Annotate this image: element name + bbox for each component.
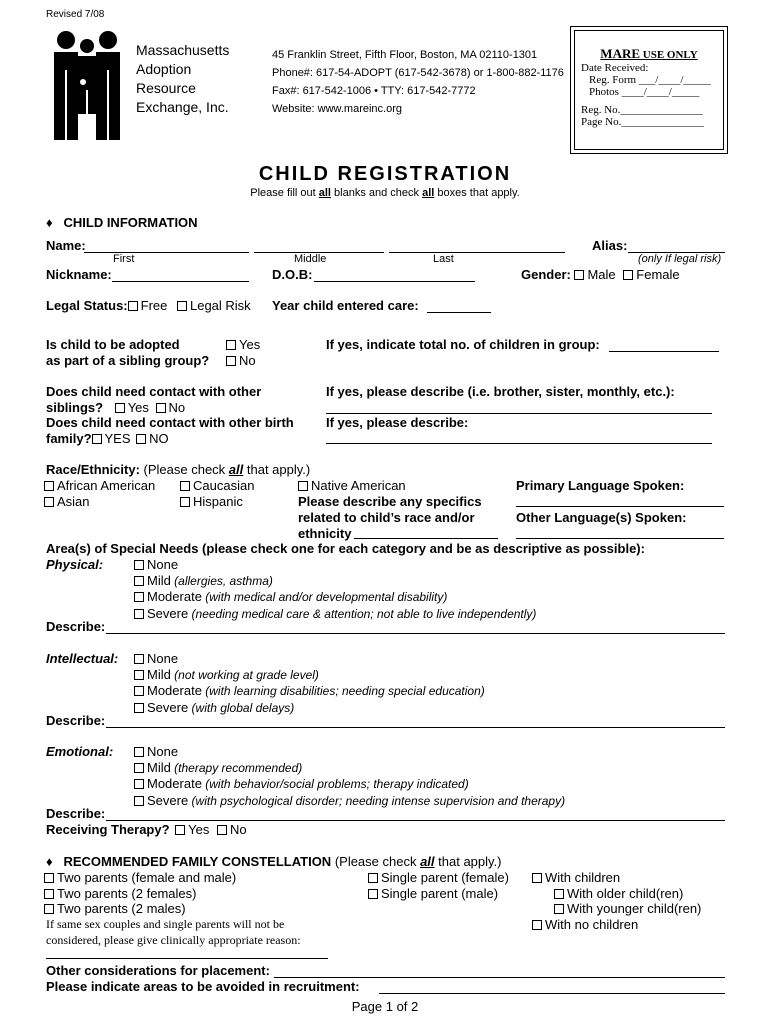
emotional-label: Emotional: [46, 744, 114, 759]
instructions-text: Please fill out [250, 187, 319, 199]
emotional-options [134, 744, 565, 809]
mare-logo-icon [52, 30, 124, 142]
intellectual-severe-note: (with global delays) [188, 700, 295, 715]
therapy-no-label: No [230, 822, 247, 837]
family-col3 [532, 870, 701, 932]
emotional-severe-note: (with psychological disorder; needing intense supervision and therapy) [188, 793, 566, 808]
physical-mild-label: Mild [147, 572, 171, 588]
office-use-title [575, 46, 723, 62]
emotional-none-checkbox[interactable] [134, 747, 144, 757]
office-use-title-rest: USE ONLY [640, 49, 698, 61]
race-heading [46, 462, 310, 477]
legal-risk-checkbox[interactable] [177, 301, 187, 311]
emotional-mild-label: Mild [147, 759, 171, 775]
nickname-field[interactable] [112, 281, 249, 282]
physical-describe-field[interactable] [106, 633, 725, 634]
therapy-group [46, 822, 247, 837]
race-describe-field[interactable] [354, 538, 498, 539]
org-name-line: Massachusetts [136, 42, 230, 58]
dob-label: D.O.B: [272, 267, 313, 282]
other-language-label: Other Language(s) Spoken: [516, 510, 687, 525]
race-native-american-label: Native American [311, 478, 406, 493]
intellectual-none-label: None [147, 651, 179, 666]
legal-free-label: Free [140, 298, 168, 313]
gender-female-checkbox[interactable] [623, 270, 633, 280]
sibling-group-q2: as part of a sibling group? [46, 353, 210, 368]
primary-language-field[interactable] [516, 506, 724, 507]
instructions-all: all [318, 187, 331, 199]
older-children-checkbox[interactable] [554, 889, 564, 899]
contact-family-no-label: NO [149, 431, 169, 446]
org-contact [272, 46, 564, 118]
areas-avoided-field[interactable] [379, 993, 725, 994]
gender-label: Gender: [521, 267, 571, 282]
physical-severe-note: (needing medical care & attention; not able to live independently) [188, 606, 537, 621]
race-caucasian-checkbox[interactable] [180, 481, 190, 491]
race-african-american-label: African American [57, 478, 156, 493]
org-fax: Fax#: 617-542-1006 • TTY: 617-542-7772 [272, 85, 476, 97]
race-note: (Please check [139, 462, 229, 477]
first-caption: First [113, 253, 135, 265]
race-label: Race/Ethnicity: [46, 462, 140, 477]
sibling-group-q1: Is child to be adopted [46, 337, 180, 352]
contact-siblings-describe-label: If yes, please describe (i.e. brother, sister, monthly, etc.): [326, 384, 675, 399]
intellectual-mild-checkbox[interactable] [134, 670, 144, 680]
sibling-group-yes-label: Yes [239, 337, 261, 352]
intellectual-mild-note: (not working at grade level) [170, 667, 319, 682]
race-asian-label: Asian [57, 494, 90, 509]
areas-avoided-label: Please indicate areas to be avoided in recruitment: [46, 979, 360, 994]
diamond-bullet-icon: ♦ [46, 215, 53, 230]
emotional-none-label: None [147, 744, 179, 759]
contact-family-describe-field[interactable] [326, 443, 712, 444]
single-parent-f-checkbox[interactable] [368, 873, 378, 883]
contact-family-question [46, 415, 294, 447]
legal-risk-label: Legal Risk [189, 298, 251, 313]
race-asian-checkbox[interactable] [44, 497, 54, 507]
intellectual-mild-label: Mild [147, 666, 171, 682]
org-website: Website: www.mareinc.org [272, 103, 403, 115]
org-name-line: Exchange, Inc. [136, 99, 229, 115]
emotional-moderate-note: (with behavior/social problems; therapy indicated) [201, 777, 469, 791]
single-parent-m-label: Single parent (male) [381, 885, 499, 901]
org-phone: Phone#: 617-54-ADOPT (617-542-3678) or 1-800-882-1176 [272, 67, 564, 79]
intellectual-label: Intellectual: [46, 651, 119, 666]
contact-family-yes-checkbox[interactable] [92, 434, 102, 444]
dob-field[interactable] [314, 281, 475, 282]
instructions-text: boxes that apply. [434, 187, 520, 199]
alias-label: Alias: [592, 238, 628, 253]
legal-free-checkbox[interactable] [128, 301, 138, 311]
single-parent-m-checkbox[interactable] [368, 889, 378, 899]
org-name [136, 41, 229, 117]
contact-siblings-yes-label: Yes [127, 400, 149, 415]
middle-caption: Middle [294, 253, 327, 265]
physical-severe-label: Severe [147, 605, 189, 621]
diamond-bullet-icon: ♦ [46, 854, 53, 869]
first-name-field[interactable] [84, 252, 249, 253]
therapy-yes-checkbox[interactable] [175, 825, 185, 835]
sibling-group-options [226, 337, 260, 369]
contact-siblings-q1: Does child need contact with other [46, 384, 262, 399]
therapy-yes-label: Yes [188, 822, 210, 837]
physical-mild-checkbox[interactable] [134, 576, 144, 586]
no-children-label: With no children [545, 916, 639, 932]
same-sex-note [46, 916, 301, 948]
sibling-group-no-label: No [239, 353, 256, 368]
two-parents-m-checkbox[interactable] [44, 904, 54, 914]
race-describe-line: ethnicity [298, 526, 352, 541]
emotional-mild-checkbox[interactable] [134, 763, 144, 773]
physical-none-label: None [147, 557, 179, 572]
page-title: CHILD REGISTRATION [258, 163, 512, 185]
office-use-inner [574, 30, 724, 150]
gender-female-label: Female [636, 267, 680, 282]
other-considerations-label: Other considerations for placement: [46, 963, 270, 978]
contact-family-q2: family? [46, 431, 92, 446]
emotional-describe-label: Describe: [46, 806, 106, 821]
single-parent-f-label: Single parent (female) [381, 870, 509, 885]
date-received-label: Date Received: [581, 62, 649, 74]
year-entered-field[interactable] [427, 312, 491, 313]
gender-male-label: Male [587, 267, 616, 282]
older-children-label: With older child(ren) [567, 885, 684, 901]
race-col2 [180, 478, 254, 510]
other-language-field[interactable] [516, 538, 724, 539]
sibling-count-label: If yes, indicate total no. of children in group: [326, 337, 600, 352]
physical-options [134, 557, 536, 622]
with-children-checkbox[interactable] [532, 873, 542, 883]
section-child-information [46, 215, 198, 230]
contact-family-yes-label: YES [104, 431, 131, 446]
photos-field[interactable]: Photos ____/____/_____ [589, 86, 700, 98]
same-sex-note-line: considered, please give clinically appropriate reason: [46, 933, 301, 947]
physical-label: Physical: [46, 557, 104, 572]
contact-family-describe-label: If yes, please describe: [326, 415, 469, 430]
race-native-american-checkbox[interactable] [298, 481, 308, 491]
contact-family-no-checkbox[interactable] [136, 434, 146, 444]
reg-form-field[interactable]: Reg. Form ___/____/_____ [589, 74, 711, 86]
family-col1 [44, 870, 236, 917]
intellectual-severe-checkbox[interactable] [134, 703, 144, 713]
emotional-severe-label: Severe [147, 792, 189, 808]
intellectual-options [134, 651, 485, 716]
org-name-line: Resource [136, 80, 196, 96]
contact-siblings-no-label: No [168, 400, 186, 415]
two-parents-f-label: Two parents (2 females) [57, 885, 197, 901]
therapy-label: Receiving Therapy? [46, 822, 170, 837]
contact-family-q1: Does child need contact with other birth [46, 415, 294, 430]
emotional-moderate-checkbox[interactable] [134, 779, 144, 789]
race-note-all: all [228, 462, 244, 477]
physical-moderate-note: (with medical and/or developmental disability) [201, 590, 448, 604]
physical-mild-note: (allergies, asthma) [170, 573, 273, 588]
sibling-group-question [46, 337, 209, 369]
alias-note: (only If legal risk) [638, 253, 722, 265]
contact-siblings-no-checkbox[interactable] [156, 403, 166, 413]
section-family-constellation [46, 854, 502, 869]
emotional-mild-note: (therapy recommended) [170, 760, 303, 775]
intellectual-moderate-label: Moderate [147, 683, 202, 698]
emotional-severe-checkbox[interactable] [134, 796, 144, 806]
special-needs-heading: Area(s) of Special Needs (please check one for each category and be as descriptive as possible): [46, 541, 645, 556]
race-note: that apply.) [243, 462, 311, 477]
with-children-label: With children [545, 870, 621, 885]
legal-status-group [46, 298, 251, 313]
nickname-label: Nickname: [46, 267, 112, 282]
race-col1 [44, 478, 155, 510]
race-describe-line: Please describe any specifics [298, 494, 482, 509]
org-address: 45 Franklin Street, Fifth Floor, Boston, MA 02110-1301 [272, 49, 538, 61]
younger-children-label: With younger child(ren) [567, 901, 702, 916]
intellectual-describe-field[interactable] [106, 727, 725, 728]
race-hispanic-label: Hispanic [193, 494, 243, 509]
physical-moderate-checkbox[interactable] [134, 592, 144, 602]
sibling-group-no-checkbox[interactable] [226, 356, 236, 366]
page-number: Page 1 of 2 [351, 999, 419, 1014]
instructions [0, 187, 770, 199]
race-hispanic-checkbox[interactable] [180, 497, 190, 507]
page-no-field[interactable]: Page No._______________ [581, 116, 704, 128]
family-col2 [368, 870, 509, 901]
sibling-group-yes-checkbox[interactable] [226, 340, 236, 350]
no-children-checkbox[interactable] [532, 920, 542, 930]
same-sex-reason-field[interactable] [46, 958, 328, 959]
race-col3 [298, 478, 482, 542]
last-name-field[interactable] [389, 252, 565, 253]
instructions-all: all [422, 187, 435, 199]
physical-moderate-label: Moderate [147, 589, 202, 604]
primary-language-label: Primary Language Spoken: [516, 478, 685, 493]
intellectual-moderate-note: (with learning disabilities; needing special education) [201, 684, 485, 698]
contact-siblings-describe-field[interactable] [326, 413, 712, 414]
two-parents-f-checkbox[interactable] [44, 889, 54, 899]
physical-severe-checkbox[interactable] [134, 609, 144, 619]
physical-none-checkbox[interactable] [134, 560, 144, 570]
instructions-text: blanks and check [330, 187, 423, 199]
same-sex-note-line: If same sex couples and single parents will not be [46, 917, 285, 931]
legal-status-label: Legal Status: [46, 298, 128, 313]
intellectual-severe-label: Severe [147, 699, 189, 715]
other-considerations-field[interactable] [274, 977, 725, 978]
reg-no-field[interactable]: Reg. No._______________ [581, 104, 703, 116]
two-parents-m-label: Two parents (2 males) [57, 901, 186, 916]
younger-children-checkbox[interactable] [554, 904, 564, 914]
section-note-all: all [420, 854, 435, 869]
therapy-no-checkbox[interactable] [217, 825, 227, 835]
intellectual-moderate-checkbox[interactable] [134, 686, 144, 696]
emotional-describe-field[interactable] [106, 820, 725, 821]
physical-describe-label: Describe: [46, 619, 106, 634]
year-entered-label: Year child entered care: [272, 298, 419, 313]
two-parents-fm-label: Two parents (female and male) [57, 870, 237, 885]
contact-siblings-q2: siblings? [46, 400, 104, 415]
two-parents-fm-checkbox[interactable] [44, 873, 54, 883]
section-label: CHILD INFORMATION [63, 215, 198, 230]
intellectual-describe-label: Describe: [46, 713, 106, 728]
sibling-count-field[interactable] [609, 351, 719, 352]
gender-group [521, 267, 680, 282]
contact-siblings-question [46, 384, 261, 416]
race-african-american-checkbox[interactable] [44, 481, 54, 491]
section-note: (Please check [331, 854, 421, 869]
org-name-line: Adoption [136, 61, 192, 77]
office-use-title-mare: MARE [600, 46, 641, 61]
emotional-moderate-label: Moderate [147, 776, 202, 791]
last-caption: Last [433, 253, 454, 265]
race-caucasian-label: Caucasian [193, 478, 255, 493]
race-describe-line: related to child’s race and/or [298, 510, 475, 525]
section-label: RECOMMENDED FAMILY CONSTELLATION [63, 854, 332, 869]
revised-date: Revised 7/08 [46, 9, 105, 20]
gender-male-checkbox[interactable] [574, 270, 584, 280]
name-label: Name: [46, 238, 86, 253]
intellectual-none-checkbox[interactable] [134, 654, 144, 664]
section-note: that apply.) [434, 854, 502, 869]
contact-siblings-yes-checkbox[interactable] [115, 403, 125, 413]
